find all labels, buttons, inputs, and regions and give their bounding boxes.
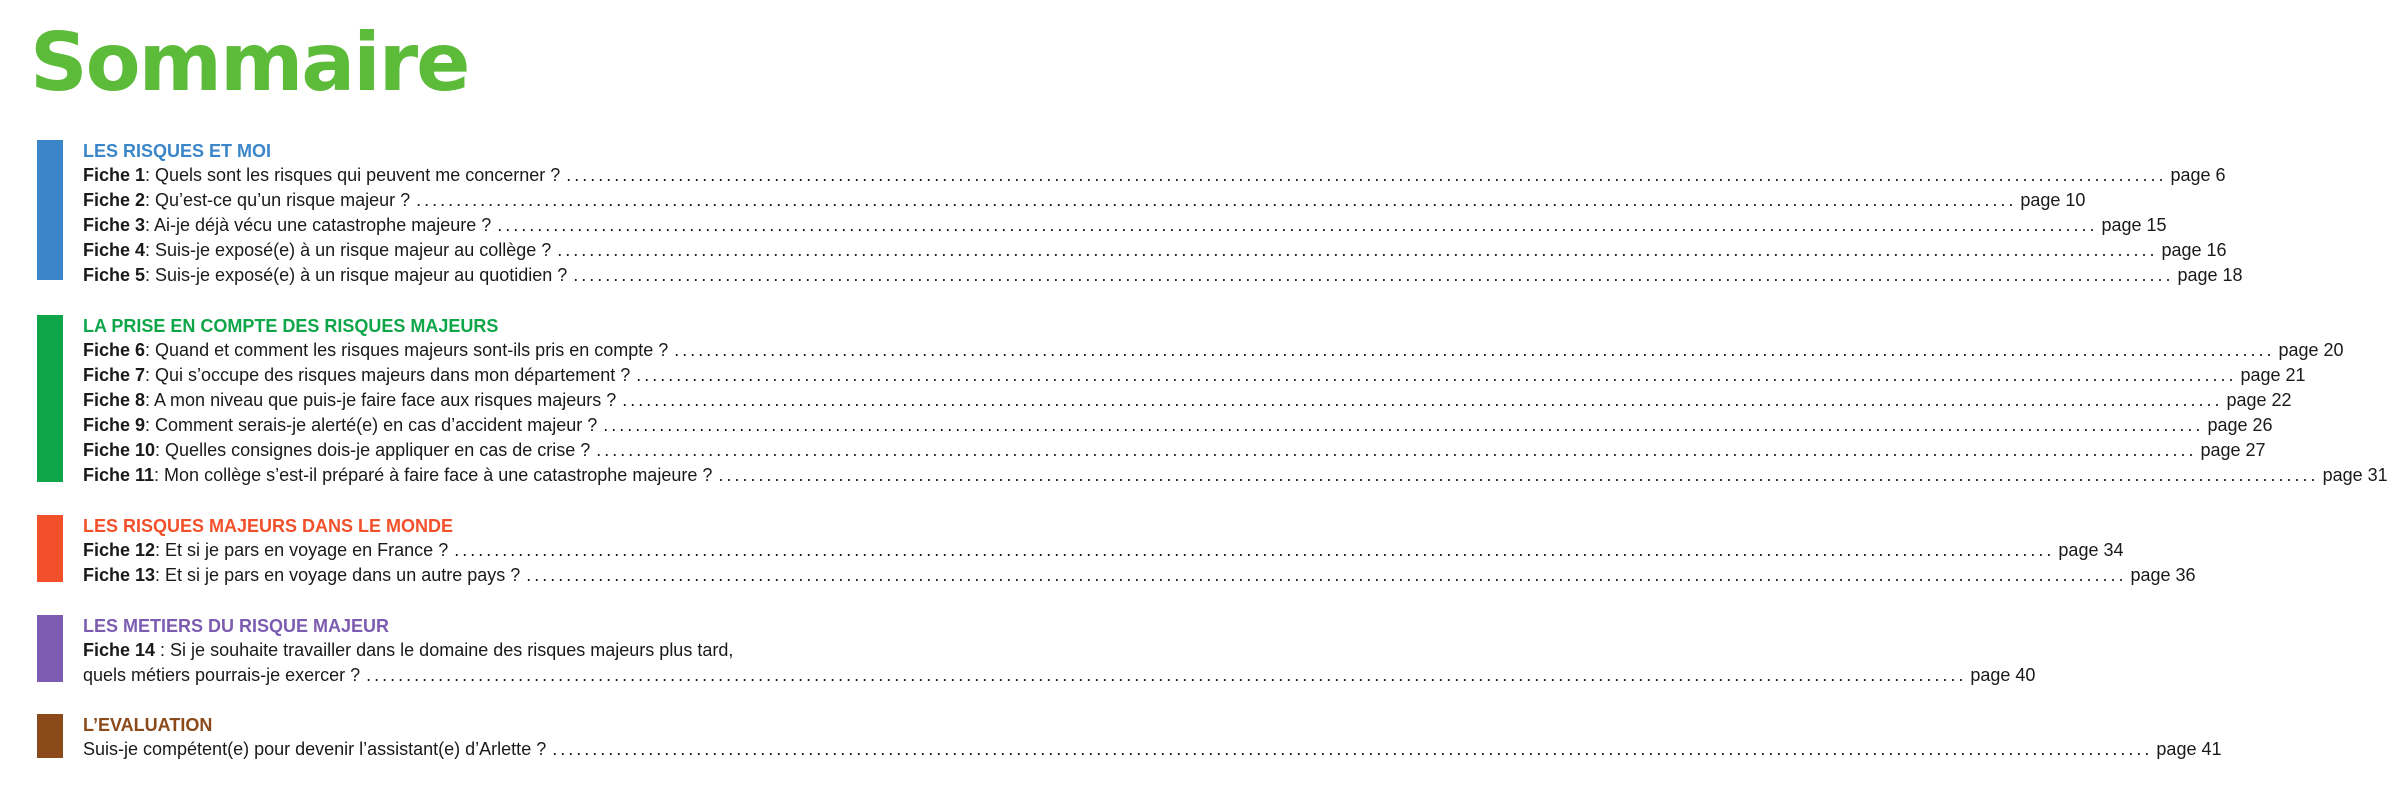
dot-leader: ........................................................................................................................................................................................................ [526,565,2127,585]
entry-label: Fiche 1 [83,165,146,185]
dot-leader: ........................................................................................................................................................................................................ [596,440,2197,460]
dot-leader: ........................................................................................................................................................................................................ [674,340,2275,360]
section-color-bar [37,140,63,280]
section-color-bar [37,714,63,758]
dot-leader: ........................................................................................................................................................................................................ [718,465,2319,485]
toc-entry[interactable] [83,737,2222,762]
section-color-bar [37,615,63,682]
entry-page: page 6 [2170,165,2226,185]
entry-text: : Comment serais-je alerté(e) en cas d’accident majeur ? [145,415,598,435]
entry-label: Fiche 3 [83,215,146,235]
entry-page: page 22 [2226,390,2292,410]
entry-label: Fiche 6 [83,340,146,360]
section-color-bar [37,515,63,582]
dot-leader: ........................................................................................................................................................................................................ [366,665,1967,685]
section-title: LES METIERS DU RISQUE MAJEUR [83,616,390,636]
toc-entry[interactable] [83,188,2086,213]
entry-page: page 20 [2278,340,2344,360]
entry-page: page 21 [2240,365,2306,385]
entry-text: : Suis-je exposé(e) à un risque majeur au quotidien ? [145,265,568,285]
entry-label: Fiche 7 [83,365,146,385]
entry-text: : Et si je pars en voyage dans un autre pays ? [155,565,521,585]
entry-text: : Quelles consignes dois-je appliquer en cas de crise ? [155,440,591,460]
entry-label: Fiche 14 [83,640,156,660]
toc-entry[interactable] [83,238,2227,263]
entry-page: page 34 [2058,540,2124,560]
entry-text: Suis-je compétent(e) pour devenir l’assistant(e) d’Arlette ? [83,739,547,759]
section-title: LES RISQUES MAJEURS DANS LE MONDE [83,516,454,536]
entry-label: Fiche 10 [83,440,156,460]
dot-leader: ........................................................................................................................................................................................................ [454,540,2055,560]
entry-text: : Quand et comment les risques majeurs sont-ils pris en compte ? [145,340,669,360]
page-title: Sommaire [30,16,469,109]
toc-entry[interactable] [83,663,2036,688]
entry-label: Fiche 5 [83,265,146,285]
entry-text: : Mon collège s’est-il préparé à faire face à une catastrophe majeure ? [154,465,713,485]
toc-entry[interactable] [83,438,2266,463]
entry-text: : Qui s’occupe des risques majeurs dans mon département ? [145,365,631,385]
toc-entry[interactable] [83,363,2306,388]
entry-page: page 40 [1970,665,2036,685]
entry-page: page 26 [2207,415,2273,435]
entry-text: : Si je souhaite travailler dans le domaine des risques majeurs plus tard, [155,640,734,660]
entry-page: page 31 [2322,465,2388,485]
entry-label: Fiche 4 [83,240,146,260]
entry-label: Fiche 11 [83,465,155,485]
entry-page: page 15 [2101,215,2167,235]
entry-text: quels métiers pourrais-je exercer ? [83,665,361,685]
toc-entry[interactable] [83,413,2273,438]
toc-entry[interactable] [83,213,2167,238]
entry-page: page 10 [2020,190,2086,210]
entry-label: Fiche 2 [83,190,146,210]
entry-label: Fiche 8 [83,390,146,410]
entry-text: : Quels sont les risques qui peuvent me concerner ? [145,165,561,185]
entry-text: : Et si je pars en voyage en France ? [155,540,449,560]
section-title: LA PRISE EN COMPTE DES RISQUES MAJEURS [83,316,499,336]
toc-entry-first-line[interactable] [83,638,733,663]
entry-text: : A mon niveau que puis-je faire face aux risques majeurs ? [145,390,617,410]
entry-page: page 16 [2161,240,2227,260]
entry-label: Fiche 12 [83,540,156,560]
dot-leader: ........................................................................................................................................................................................................ [552,739,2153,759]
section-title: L’EVALUATION [83,715,213,735]
section-color-bar [37,315,63,482]
dot-leader: ........................................................................................................................................................................................................ [566,165,2167,185]
dot-leader: ........................................................................................................................................................................................................ [416,190,2017,210]
entry-text: : Qu’est-ce qu’un risque majeur ? [145,190,411,210]
toc-entry[interactable] [83,563,2196,588]
entry-text: : Ai-je déjà vécu une catastrophe majeure ? [145,215,492,235]
toc-entry[interactable] [83,263,2243,288]
dot-leader: ........................................................................................................................................................................................................ [557,240,2158,260]
entry-page: page 27 [2200,440,2266,460]
toc-entry[interactable] [83,463,2388,488]
toc-entry[interactable] [83,338,2344,363]
toc-entry[interactable] [83,163,2226,188]
dot-leader: ........................................................................................................................................................................................................ [622,390,2223,410]
toc-entry[interactable] [83,538,2124,563]
toc-entry[interactable] [83,388,2292,413]
entry-label: Fiche 9 [83,415,146,435]
section-title: LES RISQUES ET MOI [83,141,272,161]
dot-leader: ........................................................................................................................................................................................................ [573,265,2174,285]
entry-text: : Suis-je exposé(e) à un risque majeur au collège ? [145,240,552,260]
dot-leader: ........................................................................................................................................................................................................ [497,215,2098,235]
entry-page: page 18 [2177,265,2243,285]
dot-leader: ........................................................................................................................................................................................................ [603,415,2204,435]
dot-leader: ........................................................................................................................................................................................................ [636,365,2237,385]
entry-label: Fiche 13 [83,565,156,585]
entry-page: page 36 [2130,565,2196,585]
entry-page: page 41 [2156,739,2222,759]
